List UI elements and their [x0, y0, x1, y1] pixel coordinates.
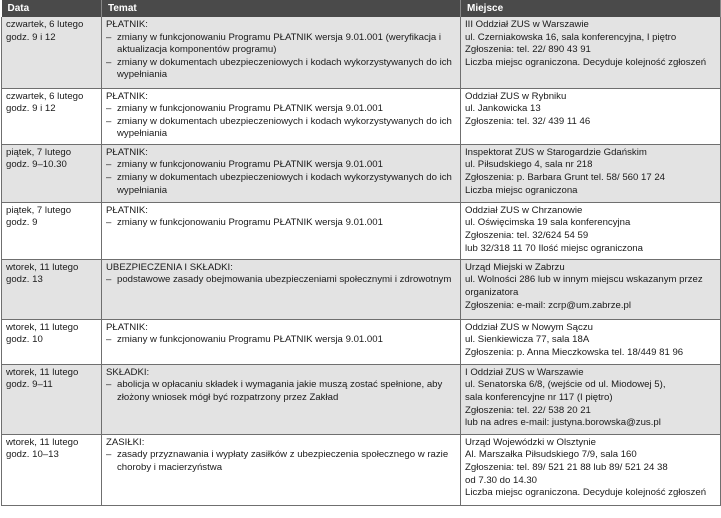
table-row: [2, 144, 721, 202]
header-row: [2, 0, 721, 17]
place-line: ul. Senatorska 6/8, (wejście od ul. Miodowej 5),: [465, 379, 666, 391]
topic-list: [106, 32, 456, 82]
list-item-text: abolicja w opłacaniu składek i wymagania jakie muszą zostać spełnione, aby złożony wniosek mógł być rozpatrzony przez Zakład: [117, 379, 443, 404]
topic-heading: ZASIŁKI:: [106, 436, 145, 448]
place-line: Oddział ZUS w Chrzanowie: [465, 204, 583, 216]
date-text: wtorek, 11 lutego: [6, 436, 79, 448]
place-line: ul. Czerniakowska 16, sala konferencyjna, I piętro: [465, 31, 677, 43]
time-text: godz. 13: [6, 274, 43, 286]
place-line: Zgłoszenia: tel. 22/ 538 20 21: [465, 404, 591, 416]
place-line: Liczba miejsc ograniczona: [465, 184, 578, 196]
dash-bullet-icon: –: [106, 115, 112, 127]
table-row: [2, 259, 721, 319]
place-line: Oddział ZUS w Rybniku: [465, 90, 567, 102]
place-line: od 7.30 do 14.30: [465, 474, 538, 486]
list-item-text: zmiany w dokumentach ubezpieczeniowych i kodach wykorzystywanych do ich wypełniania: [117, 115, 452, 140]
place-line: Zgłoszenia: p. Barbara Grunt tel. 58/ 560 17 24: [465, 172, 665, 184]
date-text: wtorek, 11 lutego: [6, 366, 79, 378]
dash-bullet-icon: –: [106, 31, 112, 43]
table-row: [2, 202, 721, 259]
place-line: sala konferencyjne nr 117 (I piętro): [465, 392, 613, 404]
date-text: piątek, 7 lutego: [6, 146, 72, 158]
header-date: Data: [2, 0, 102, 17]
list-item-text: zmiany w funkcjonowaniu Programu PŁATNIK wersja 9.01.001: [117, 159, 383, 171]
place-line: lub na adres e-mail: justyna.borowska@zus.pl: [465, 417, 661, 429]
table-row: [2, 364, 721, 434]
place-cell: [461, 17, 721, 88]
place-line: Inspektorat ZUS w Starogardzie Gdańskim: [465, 146, 647, 158]
date-text: wtorek, 11 lutego: [6, 321, 79, 333]
place-cell: [461, 88, 721, 144]
dash-bullet-icon: –: [106, 449, 112, 461]
place-line: I Oddział ZUS w Warszawie: [465, 366, 584, 378]
dash-bullet-icon: –: [106, 379, 112, 391]
topic-cell: [102, 17, 461, 88]
training-schedule-table: [1, 0, 721, 506]
list-item: [106, 103, 456, 116]
topic-list: [106, 379, 456, 404]
topic-list: [106, 449, 456, 474]
list-item-text: zmiany w funkcjonowaniu Programu PŁATNIK wersja 9.01.001: [117, 334, 383, 346]
date-cell: [2, 434, 102, 505]
place-line: Zgłoszenia: tel. 32/624 54 59: [465, 230, 589, 242]
place-line: III Oddział ZUS w Warszawie: [465, 19, 589, 30]
table-row: [2, 319, 721, 364]
list-item-text: podstawowe zasady obejmowania ubezpieczeniami społecznymi i zdrowotnym: [117, 274, 452, 286]
list-item-text: zmiany w funkcjonowaniu Programu PŁATNIK wersja 9.01.001 (weryfikacja i aktualizacja komponentów programu): [117, 31, 442, 56]
topic-list: [106, 274, 456, 287]
topic-heading: PŁATNIK:: [106, 19, 148, 30]
date-cell: [2, 144, 102, 202]
date-text: czwartek, 6 lutego: [6, 19, 84, 30]
topic-cell: [102, 88, 461, 144]
topic-list: [106, 334, 456, 347]
dash-bullet-icon: –: [106, 172, 112, 184]
list-item: [106, 274, 456, 287]
time-text: godz. 9 i 12: [6, 31, 56, 43]
place-line: Zgłoszenia: e-mail: zcrp@um.zabrze.pl: [465, 299, 631, 311]
table-row: [2, 88, 721, 144]
dash-bullet-icon: –: [106, 217, 112, 229]
topic-cell: [102, 202, 461, 259]
topic-heading: PŁATNIK:: [106, 146, 148, 158]
dash-bullet-icon: –: [106, 334, 112, 346]
topic-heading: PŁATNIK:: [106, 321, 148, 333]
topic-cell: [102, 364, 461, 434]
time-text: godz. 9–11: [6, 379, 53, 391]
list-item-text: zmiany w funkcjonowaniu Programu PŁATNIK wersja 9.01.001: [117, 217, 383, 229]
topic-heading: PŁATNIK:: [106, 90, 148, 102]
date-cell: [2, 319, 102, 364]
place-cell: [461, 259, 721, 319]
topic-heading: SKŁADKI:: [106, 366, 150, 378]
place-line: Liczba miejsc ograniczona. Decyduje kolejność zgłoszeń: [465, 487, 707, 499]
list-item: [106, 379, 456, 404]
list-item: [106, 334, 456, 347]
list-item: [106, 116, 456, 141]
place-line: Zgłoszenia: p. Anna Mieczkowska tel. 18/449 81 96: [465, 347, 684, 359]
place-line: ul. Jankowicka 13: [465, 103, 541, 115]
table-row: [2, 434, 721, 505]
place-line: ul. Piłsudskiego 4, sala nr 218: [465, 159, 593, 171]
place-line: ul. Wolności 286 lub w innym miejscu wskazanym przez organizatora: [465, 274, 703, 299]
list-item-text: zmiany w funkcjonowaniu Programu PŁATNIK wersja 9.01.001: [117, 103, 383, 115]
list-item: [106, 172, 456, 197]
date-cell: [2, 259, 102, 319]
place-line: Oddział ZUS w Nowym Sączu: [465, 321, 593, 333]
place-line: Urząd Wojewódzki w Olsztynie: [465, 436, 596, 448]
topic-cell: [102, 319, 461, 364]
place-line: Urząd Miejski w Zabrzu: [465, 261, 565, 273]
place-cell: [461, 319, 721, 364]
time-text: godz. 9: [6, 217, 38, 229]
time-text: godz. 9–10.30: [6, 159, 67, 171]
place-cell: [461, 364, 721, 434]
topic-cell: [102, 144, 461, 202]
time-text: godz. 10–13: [6, 449, 59, 461]
place-line: Liczba miejsc ograniczona. Decyduje kolejność zgłoszeń: [465, 56, 707, 68]
list-item: [106, 32, 456, 57]
list-item: [106, 449, 456, 474]
dash-bullet-icon: –: [106, 159, 112, 171]
header-place: Miejsce: [461, 0, 721, 17]
date-cell: [2, 88, 102, 144]
place-line: Al. Marszałka Piłsudskiego 7/9, sala 160: [465, 449, 637, 461]
list-item-text: zasady przyznawania i wypłaty zasiłków z ubezpieczenia społecznego w razie choroby i macierzyństwa: [117, 449, 449, 474]
topic-cell: [102, 259, 461, 319]
date-text: piątek, 7 lutego: [6, 204, 72, 216]
topic-list: [106, 159, 456, 197]
table-row: [2, 17, 721, 88]
date-cell: [2, 364, 102, 434]
place-cell: [461, 434, 721, 505]
date-text: czwartek, 6 lutego: [6, 90, 84, 102]
list-item: [106, 217, 456, 230]
place-line: ul. Sienkiewicza 77, sala 18A: [465, 334, 590, 346]
dash-bullet-icon: –: [106, 103, 112, 115]
place-cell: [461, 144, 721, 202]
place-cell: [461, 202, 721, 259]
list-item: [106, 57, 456, 82]
place-line: Zgłoszenia: tel. 32/ 439 11 46: [465, 115, 591, 127]
topic-list: [106, 103, 456, 141]
date-cell: [2, 17, 102, 88]
date-text: wtorek, 11 lutego: [6, 261, 79, 273]
topic-heading: PŁATNIK:: [106, 204, 148, 216]
dash-bullet-icon: –: [106, 274, 112, 286]
place-line: ul. Oświęcimska 19 sala konferencyjna: [465, 217, 631, 229]
place-line: Zgłoszenia: tel. 89/ 521 21 88 lub 89/ 521 24 38: [465, 462, 668, 474]
place-line: Zgłoszenia: tel. 22/ 890 43 91: [465, 44, 591, 56]
time-text: godz. 10: [6, 334, 43, 346]
list-item: [106, 159, 456, 172]
topic-heading: UBEZPIECZENIA I SKŁADKI:: [106, 261, 233, 273]
header-topic: Temat: [102, 0, 461, 17]
topic-cell: [102, 434, 461, 505]
list-item-text: zmiany w dokumentach ubezpieczeniowych i kodach wykorzystywanych do ich wypełniania: [117, 172, 452, 196]
list-item-text: zmiany w dokumentach ubezpieczeniowych i kodach wykorzystywanych do ich wypełniania: [117, 56, 452, 81]
dash-bullet-icon: –: [106, 56, 112, 68]
place-line: lub 32/318 11 70 Ilość miejsc ograniczona: [465, 242, 643, 254]
time-text: godz. 9 i 12: [6, 103, 56, 115]
topic-list: [106, 217, 456, 230]
date-cell: [2, 202, 102, 259]
